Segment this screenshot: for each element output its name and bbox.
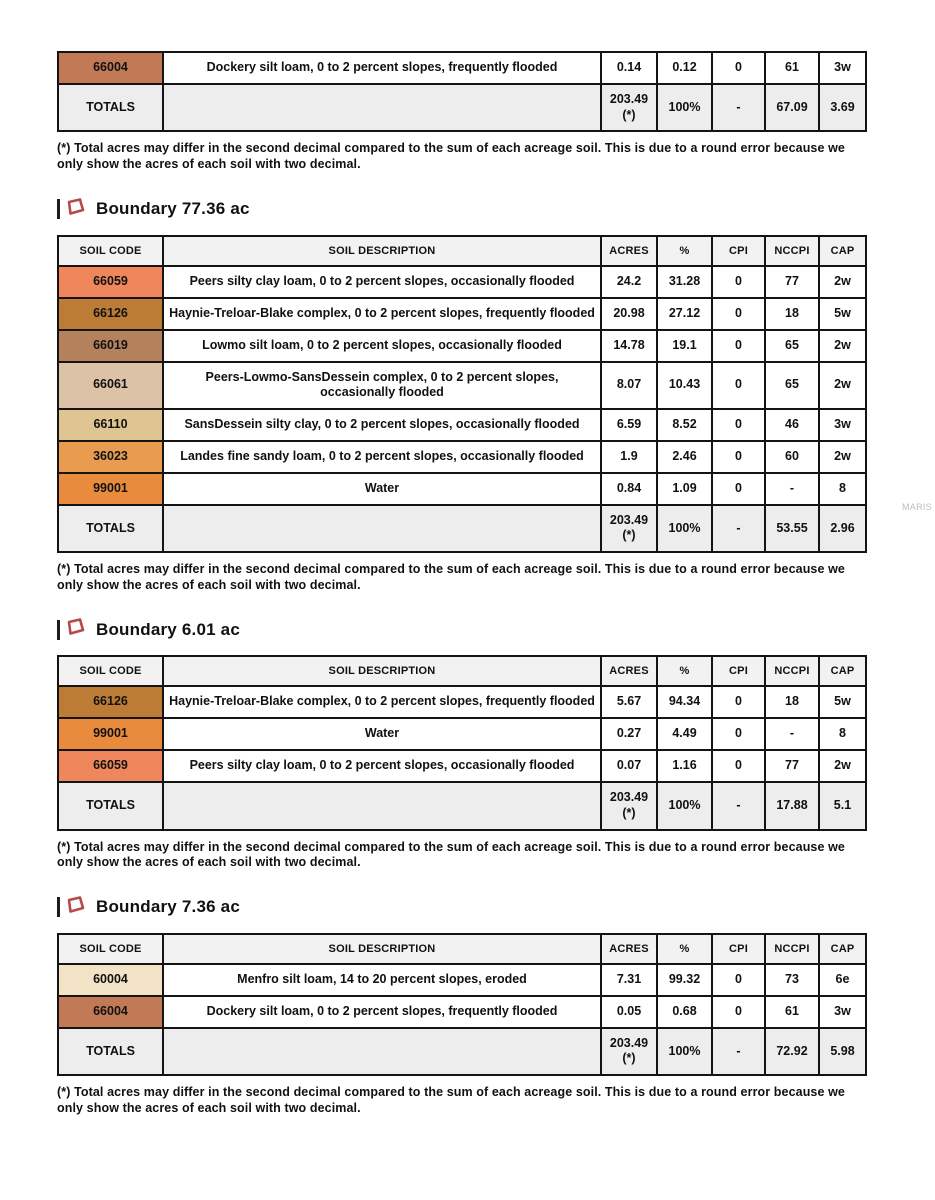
soil-description-cell: Haynie-Treloar-Blake complex, 0 to 2 percent slopes, frequently flooded <box>163 298 601 330</box>
percent-cell: 0.12 <box>657 52 712 84</box>
soil-code-cell: 66059 <box>58 266 163 298</box>
acres-cell: 6.59 <box>601 409 657 441</box>
totals-acres-cell: 203.49(*) <box>601 505 657 552</box>
column-header: NCCPI <box>765 236 819 266</box>
acres-cell: 14.78 <box>601 330 657 362</box>
totals-cpi-cell: - <box>712 505 765 552</box>
table-header-row <box>58 934 866 964</box>
soil-table-row <box>58 52 866 84</box>
cap-cell: 5w <box>819 298 866 330</box>
totals-percent-cell: 100% <box>657 1028 712 1075</box>
soil-table <box>57 235 867 554</box>
soil-table-row <box>58 441 866 473</box>
column-header: NCCPI <box>765 934 819 964</box>
cap-cell: 6e <box>819 964 866 996</box>
table-header-row <box>58 656 866 686</box>
column-header: ACRES <box>601 656 657 686</box>
cpi-cell: 0 <box>712 409 765 441</box>
cpi-cell: 0 <box>712 298 765 330</box>
column-header: ACRES <box>601 236 657 266</box>
soil-table-row <box>58 362 866 409</box>
nccpi-cell: 46 <box>765 409 819 441</box>
column-header: % <box>657 236 712 266</box>
totals-acres-cell: 203.49(*) <box>601 84 657 131</box>
cpi-cell: 0 <box>712 266 765 298</box>
totals-nccpi-cell: 67.09 <box>765 84 819 131</box>
percent-cell: 31.28 <box>657 266 712 298</box>
cpi-cell: 0 <box>712 686 765 718</box>
soil-code-cell: 66019 <box>58 330 163 362</box>
soil-table-row <box>58 996 866 1028</box>
soil-code-cell: 66059 <box>58 750 163 782</box>
soil-code-cell: 66126 <box>58 298 163 330</box>
totals-empty-cell <box>163 1028 601 1075</box>
soil-code-cell: 99001 <box>58 473 163 505</box>
boundary-title: Boundary 6.01 ac <box>96 619 240 639</box>
rounding-footnote: (*) Total acres may differ in the second decimal compared to the sum of each acreage soil. This is due to a round error because we only show the acres of each soil with two decimal. <box>57 141 845 171</box>
boundary-polygon-icon <box>65 895 96 920</box>
percent-cell: 19.1 <box>657 330 712 362</box>
rounding-footnote: (*) Total acres may differ in the second decimal compared to the sum of each acreage soil. This is due to a round error because we only show the acres of each soil with two decimal. <box>57 562 845 592</box>
rounding-footnote: (*) Total acres may differ in the second decimal compared to the sum of each acreage soil. This is due to a round error because we only show the acres of each soil with two decimal. <box>57 839 845 870</box>
totals-cpi-cell: - <box>712 1028 765 1075</box>
column-header: CPI <box>712 656 765 686</box>
soil-description-cell: Peers-Lowmo-SansDessein complex, 0 to 2 percent slopes, occasionally flooded <box>163 362 601 409</box>
percent-cell: 1.09 <box>657 473 712 505</box>
nccpi-cell: 61 <box>765 996 819 1028</box>
totals-cpi-cell: - <box>712 84 765 131</box>
boundary-polygon-icon <box>65 617 96 642</box>
totals-percent-cell: 100% <box>657 782 712 829</box>
soil-code-cell: 66126 <box>58 686 163 718</box>
column-header: SOIL DESCRIPTION <box>163 656 601 686</box>
acres-cell: 0.27 <box>601 718 657 750</box>
soil-table-row <box>58 718 866 750</box>
totals-cap-cell: 5.98 <box>819 1028 866 1075</box>
soil-description-cell: Water <box>163 473 601 505</box>
totals-empty-cell <box>163 505 601 552</box>
cap-cell: 2w <box>819 750 866 782</box>
soil-table-row <box>58 330 866 362</box>
soil-table <box>57 655 867 830</box>
soil-table-row <box>58 298 866 330</box>
divider-bar-icon <box>57 897 60 917</box>
soil-description-cell: Lowmo silt loam, 0 to 2 percent slopes, occasionally flooded <box>163 330 601 362</box>
column-header: CPI <box>712 236 765 266</box>
totals-label: TOTALS <box>58 1028 163 1075</box>
acres-cell: 0.05 <box>601 996 657 1028</box>
cap-cell: 3w <box>819 409 866 441</box>
percent-cell: 0.68 <box>657 996 712 1028</box>
cap-cell: 2w <box>819 330 866 362</box>
soil-description-cell: Peers silty clay loam, 0 to 2 percent slopes, occasionally flooded <box>163 750 601 782</box>
percent-cell: 94.34 <box>657 686 712 718</box>
nccpi-cell: 61 <box>765 52 819 84</box>
cpi-cell: 0 <box>712 996 765 1028</box>
percent-cell: 27.12 <box>657 298 712 330</box>
soil-table-row <box>58 473 866 505</box>
column-header: % <box>657 656 712 686</box>
totals-percent-cell: 100% <box>657 84 712 131</box>
totals-row <box>58 84 866 131</box>
soil-table-row <box>58 409 866 441</box>
maris-watermark: MARIS <box>901 502 932 512</box>
acres-cell: 1.9 <box>601 441 657 473</box>
soil-table-row <box>58 750 866 782</box>
cpi-cell: 0 <box>712 52 765 84</box>
soil-table <box>57 933 867 1076</box>
cpi-cell: 0 <box>712 718 765 750</box>
acres-cell: 20.98 <box>601 298 657 330</box>
totals-label: TOTALS <box>58 84 163 131</box>
cpi-cell: 0 <box>712 362 765 409</box>
cpi-cell: 0 <box>712 330 765 362</box>
totals-label: TOTALS <box>58 782 163 829</box>
soil-description-cell: Menfro silt loam, 14 to 20 percent slopes, eroded <box>163 964 601 996</box>
boundary-section-header <box>57 895 865 920</box>
totals-cpi-cell: - <box>712 782 765 829</box>
totals-row <box>58 782 866 829</box>
soil-code-cell: 36023 <box>58 441 163 473</box>
soil-table-row <box>58 964 866 996</box>
column-header: NCCPI <box>765 656 819 686</box>
soil-report-page <box>57 45 865 1116</box>
acres-cell: 7.31 <box>601 964 657 996</box>
soil-code-cell: 66110 <box>58 409 163 441</box>
cap-cell: 8 <box>819 473 866 505</box>
cap-cell: 3w <box>819 996 866 1028</box>
soil-code-cell: 66004 <box>58 52 163 84</box>
cpi-cell: 0 <box>712 750 765 782</box>
percent-cell: 99.32 <box>657 964 712 996</box>
nccpi-cell: 65 <box>765 362 819 409</box>
table-header-row <box>58 236 866 266</box>
totals-row <box>58 505 866 552</box>
totals-label: TOTALS <box>58 505 163 552</box>
cap-cell: 2w <box>819 362 866 409</box>
percent-cell: 4.49 <box>657 718 712 750</box>
cap-cell: 2w <box>819 266 866 298</box>
column-header: CAP <box>819 934 866 964</box>
totals-percent-cell: 100% <box>657 505 712 552</box>
soil-description-cell: Peers silty clay loam, 0 to 2 percent slopes, occasionally flooded <box>163 266 601 298</box>
percent-cell: 1.16 <box>657 750 712 782</box>
nccpi-cell: 65 <box>765 330 819 362</box>
nccpi-cell: 18 <box>765 298 819 330</box>
totals-nccpi-cell: 17.88 <box>765 782 819 829</box>
acres-cell: 5.67 <box>601 686 657 718</box>
column-header: SOIL CODE <box>58 656 163 686</box>
boundary-section-header <box>57 617 865 642</box>
column-header: SOIL DESCRIPTION <box>163 934 601 964</box>
cpi-cell: 0 <box>712 473 765 505</box>
nccpi-cell: 77 <box>765 266 819 298</box>
rounding-footnote: (*) Total acres may differ in the second decimal compared to the sum of each acreage soil. This is due to a round error because we only show the acres of each soil with two decimal. <box>57 1085 845 1115</box>
cap-cell: 5w <box>819 686 866 718</box>
cap-cell: 2w <box>819 441 866 473</box>
divider-bar-icon <box>57 199 60 219</box>
soil-code-cell: 60004 <box>58 964 163 996</box>
boundary-title: Boundary 77.36 ac <box>96 199 250 218</box>
totals-empty-cell <box>163 782 601 829</box>
nccpi-cell: 77 <box>765 750 819 782</box>
soil-code-cell: 66004 <box>58 996 163 1028</box>
column-header: CAP <box>819 656 866 686</box>
acres-cell: 8.07 <box>601 362 657 409</box>
boundary-title: Boundary 7.36 ac <box>96 897 240 917</box>
soil-description-cell: Dockery silt loam, 0 to 2 percent slopes, frequently flooded <box>163 996 601 1028</box>
nccpi-cell: 18 <box>765 686 819 718</box>
boundary-section-header <box>57 197 865 222</box>
totals-cap-cell: 5.1 <box>819 782 866 829</box>
soil-description-cell: SansDessein silty clay, 0 to 2 percent slopes, occasionally flooded <box>163 409 601 441</box>
cap-cell: 3w <box>819 52 866 84</box>
column-header: CAP <box>819 236 866 266</box>
cap-cell: 8 <box>819 718 866 750</box>
cpi-cell: 0 <box>712 964 765 996</box>
acres-cell: 0.07 <box>601 750 657 782</box>
cpi-cell: 0 <box>712 441 765 473</box>
totals-empty-cell <box>163 84 601 131</box>
nccpi-cell: - <box>765 718 819 750</box>
column-header: ACRES <box>601 934 657 964</box>
boundary-polygon-icon <box>65 197 96 222</box>
soil-description-cell: Dockery silt loam, 0 to 2 percent slopes, frequently flooded <box>163 52 601 84</box>
percent-cell: 8.52 <box>657 409 712 441</box>
column-header: SOIL CODE <box>58 934 163 964</box>
acres-cell: 24.2 <box>601 266 657 298</box>
nccpi-cell: 73 <box>765 964 819 996</box>
soil-description-cell: Haynie-Treloar-Blake complex, 0 to 2 percent slopes, frequently flooded <box>163 686 601 718</box>
column-header: CPI <box>712 934 765 964</box>
soil-description-cell: Water <box>163 718 601 750</box>
nccpi-cell: - <box>765 473 819 505</box>
column-header: SOIL DESCRIPTION <box>163 236 601 266</box>
acres-cell: 0.84 <box>601 473 657 505</box>
soil-code-cell: 99001 <box>58 718 163 750</box>
totals-nccpi-cell: 53.55 <box>765 505 819 552</box>
totals-nccpi-cell: 72.92 <box>765 1028 819 1075</box>
nccpi-cell: 60 <box>765 441 819 473</box>
soil-table <box>57 51 867 132</box>
totals-acres-cell: 203.49(*) <box>601 1028 657 1075</box>
soil-code-cell: 66061 <box>58 362 163 409</box>
totals-acres-cell: 203.49(*) <box>601 782 657 829</box>
totals-row <box>58 1028 866 1075</box>
totals-cap-cell: 3.69 <box>819 84 866 131</box>
column-header: % <box>657 934 712 964</box>
acres-cell: 0.14 <box>601 52 657 84</box>
percent-cell: 10.43 <box>657 362 712 409</box>
divider-bar-icon <box>57 620 60 640</box>
soil-table-row <box>58 266 866 298</box>
column-header: SOIL CODE <box>58 236 163 266</box>
soil-description-cell: Landes fine sandy loam, 0 to 2 percent slopes, occasionally flooded <box>163 441 601 473</box>
totals-cap-cell: 2.96 <box>819 505 866 552</box>
soil-table-row <box>58 686 866 718</box>
percent-cell: 2.46 <box>657 441 712 473</box>
